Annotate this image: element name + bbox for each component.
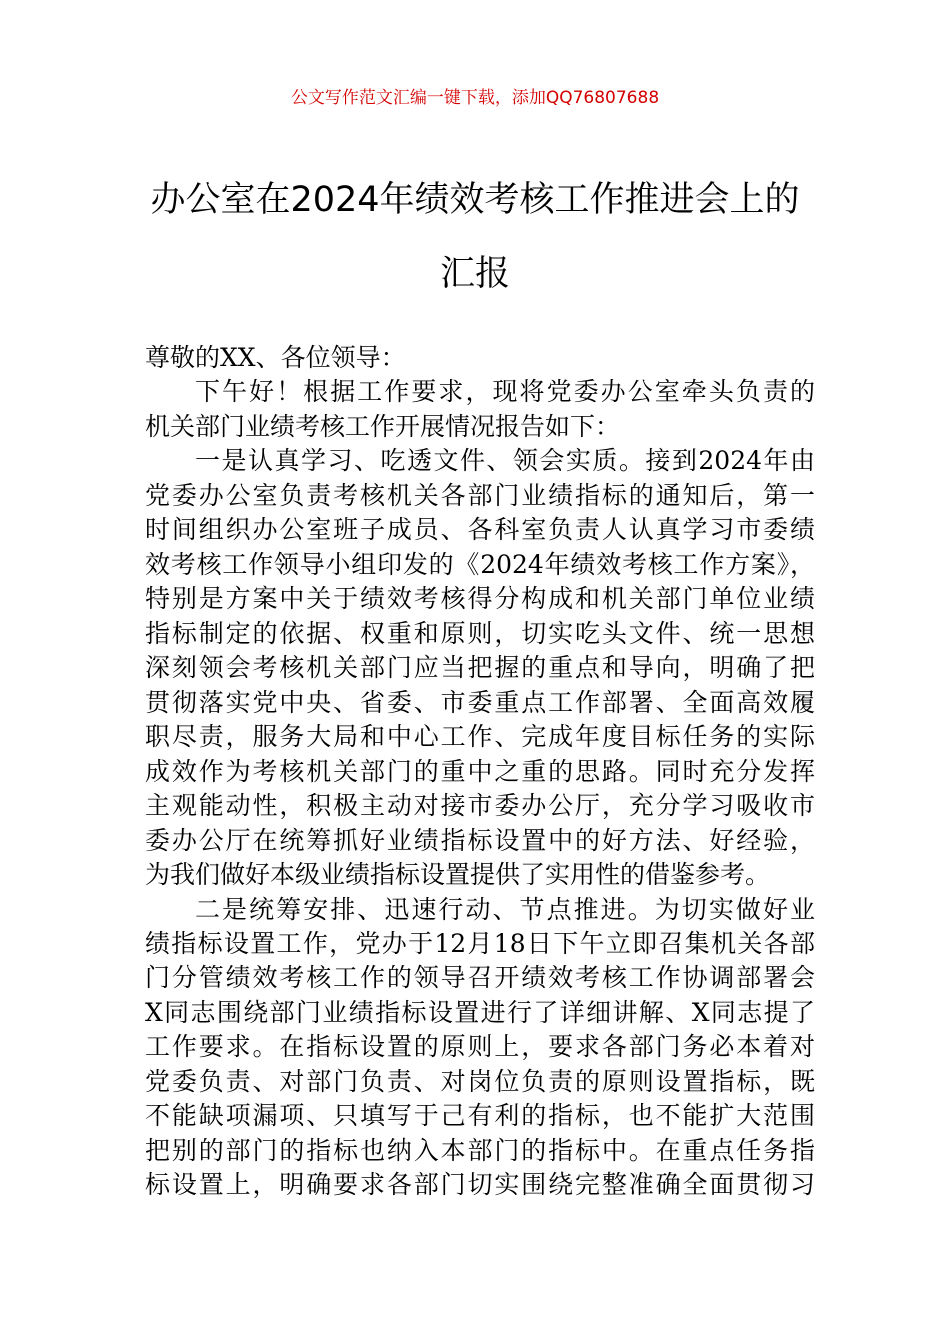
body-line: 标设置上，明确要求各部门切实围绕完整准确全面贯彻习 <box>145 1170 815 1200</box>
body-line: 深刻领会考核机关部门应当把握的重点和导向，明确了把 <box>145 653 815 683</box>
body-line: 职尽责，服务大局和中心工作、完成年度目标任务的实际 <box>145 722 815 752</box>
salutation: 尊敬的XX、各位领导： <box>145 343 406 372</box>
body-line: 主观能动性，积极主动对接市委办公厅，充分学习吸收市 <box>145 791 815 821</box>
body-line: 党委负责、对部门负责、对岗位负责的原则设置指标，既 <box>145 1066 815 1096</box>
body-line: 贯彻落实党中央、省委、市委重点工作部署、全面高效履 <box>145 687 815 717</box>
document-title-line-1: 办公室在2024年绩效考核工作推进会上的 <box>150 180 800 220</box>
body-line: 工作要求。在指标设置的原则上，要求各部门务必本着对 <box>145 1032 815 1062</box>
body-line: 不能缺项漏项、只填写于己有利的指标，也不能扩大范围 <box>145 1101 815 1131</box>
body-line: 绩指标设置工作，党办于12月18日下午立即召集机关各部 <box>145 928 815 958</box>
body-line: 时间组织办公室班子成员、各科室负责人认真学习市委绩 <box>145 515 815 545</box>
body-line: 委办公厅在统筹抓好业绩指标设置中的好方法、好经验， <box>145 825 815 855</box>
body-line: X同志围绕部门业绩指标设置进行了详细讲解、X同志提了 <box>145 997 815 1027</box>
download-banner: 公文写作范文汇编一键下载，添加QQ76807688 <box>290 88 660 108</box>
document-title-line-2: 汇报 <box>439 254 510 294</box>
body-line: 机关部门业绩考核工作开展情况报告如下： <box>145 411 621 441</box>
body-line: 下午好！根据工作要求，现将党委办公室牵头负责的 <box>195 377 815 407</box>
body-line: 成效作为考核机关部门的重中之重的思路。同时充分发挥 <box>145 756 815 786</box>
body-line: 为我们做好本级业绩指标设置提供了实用性的借鉴参考。 <box>145 860 771 890</box>
body-line: 把别的部门的指标也纳入本部门的指标中。在重点任务指 <box>145 1135 815 1165</box>
body-line: 效考核工作领导小组印发的《2024年绩效考核工作方案》， <box>145 549 815 579</box>
body-line: 二是统筹安排、迅速行动、节点推进。为切实做好业 <box>195 894 815 924</box>
body-line: 特别是方案中关于绩效考核得分构成和机关部门单位业绩 <box>145 584 815 614</box>
body-line: 指标制定的依据、权重和原则，切实吃头文件、统一思想 <box>145 618 815 648</box>
document-body <box>145 341 815 1203</box>
body-line: 党委办公室负责考核机关各部门业绩指标的通知后，第一 <box>145 480 815 510</box>
body-line: 一是认真学习、吃透文件、领会实质。接到2024年由 <box>195 446 815 476</box>
body-line: 门分管绩效考核工作的领导召开绩效考核工作协调部署会 <box>145 963 815 993</box>
